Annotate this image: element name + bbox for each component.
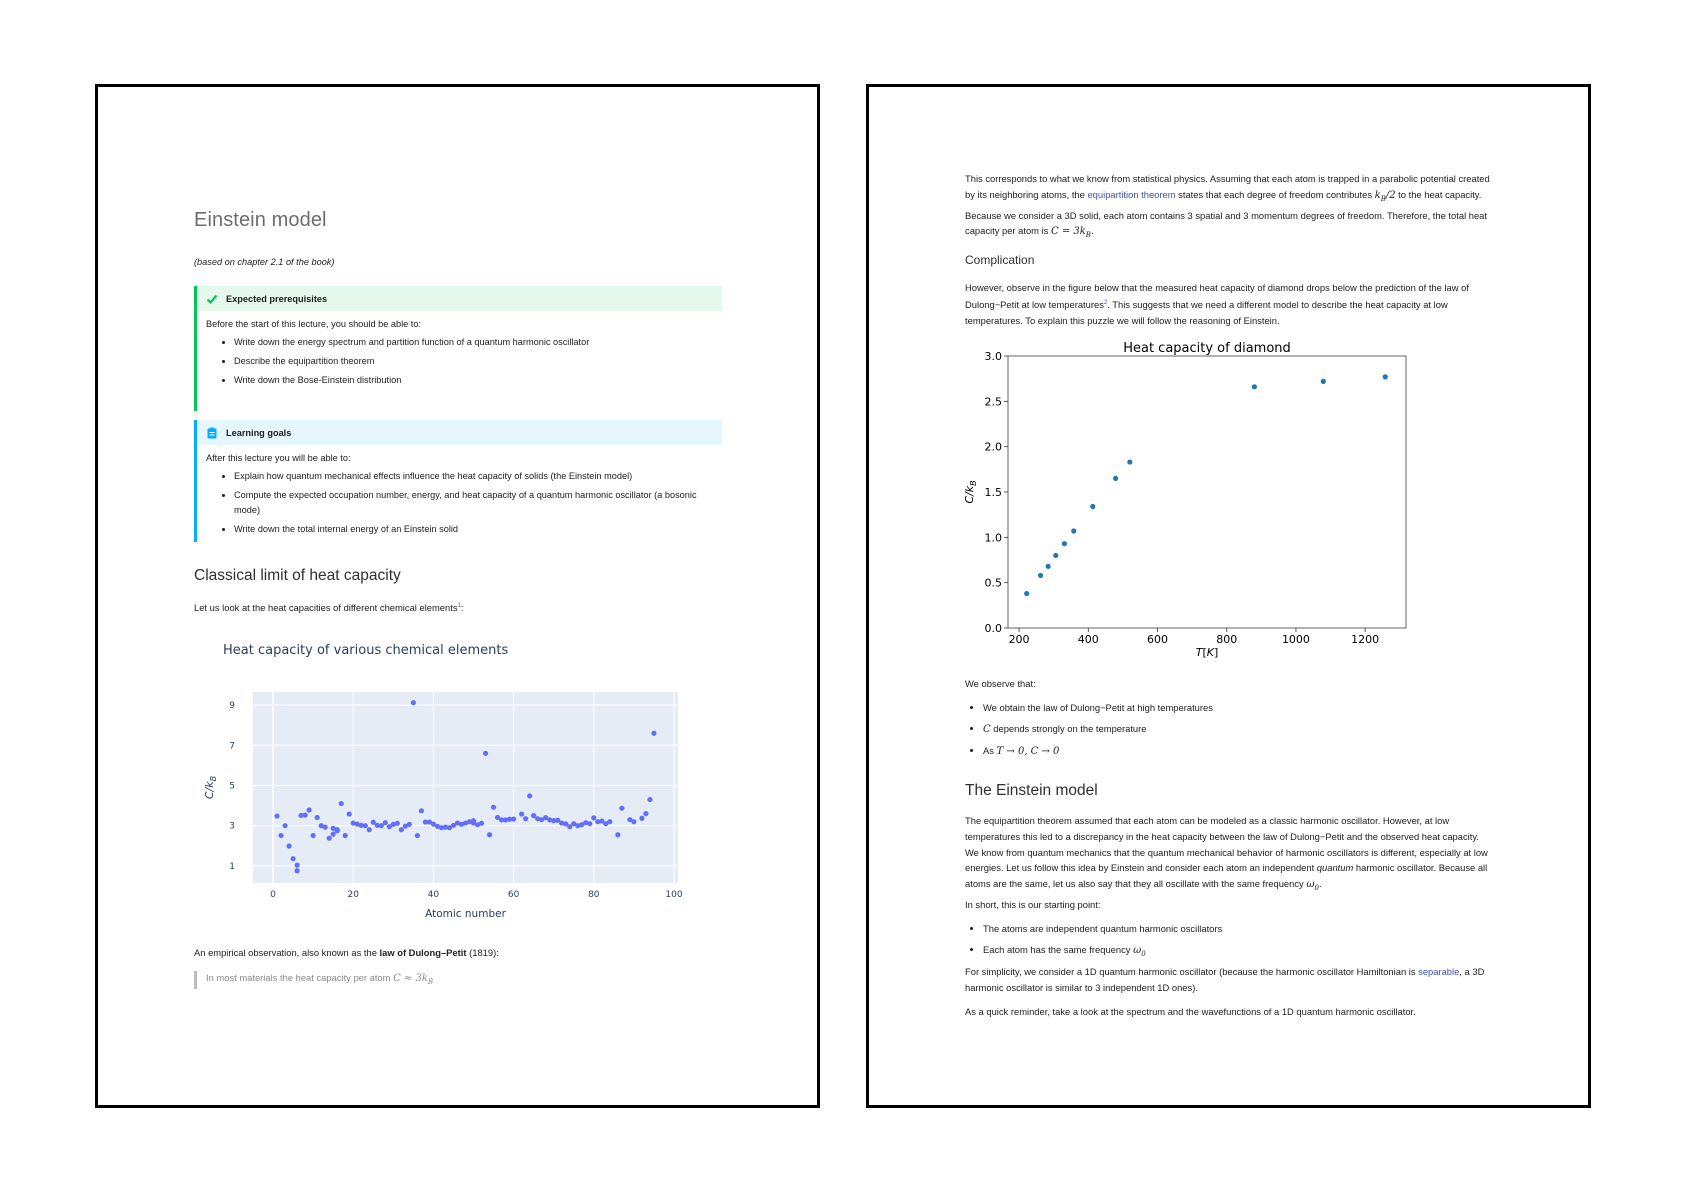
data-point [290, 856, 295, 861]
para-text: In short, this is our starting point: [965, 898, 1101, 910]
data-point [439, 825, 444, 830]
learning-goals-list [206, 469, 722, 537]
data-point [395, 821, 400, 826]
data-point [431, 821, 436, 826]
data-point [1038, 573, 1043, 578]
classical-intro [194, 599, 724, 616]
learning-goals-body [194, 453, 722, 537]
admonition-bar [194, 286, 197, 411]
para-text: . This suggests that we need a different model to describe the heat capacity at low temperatures. To explain this puzzle we will follow the reasoning of Einstein. [965, 298, 1448, 326]
y-tick-label: 2.0 [984, 440, 1002, 454]
data-point [455, 820, 460, 825]
x-tick-label: 200 [1008, 633, 1030, 646]
y-tick-label: 9 [229, 701, 235, 712]
data-point [363, 823, 368, 828]
data-point [423, 819, 428, 824]
data-point [1113, 476, 1118, 481]
data-points [1024, 374, 1388, 596]
separable-link[interactable]: separable [1418, 966, 1460, 977]
data-point [475, 822, 480, 827]
data-point [1071, 528, 1076, 533]
y-axis-label: $C/k_B$ [963, 480, 978, 504]
data-point [347, 811, 352, 816]
x-tick-label: 400 [1077, 633, 1099, 646]
data-point [1252, 384, 1257, 389]
data-point [471, 818, 476, 823]
data-point [1383, 374, 1388, 379]
data-point [487, 832, 492, 837]
data-point [491, 805, 496, 810]
data-point [447, 825, 452, 830]
list-item: • Each atom has the same frequency $\omega_0$ [983, 942, 1495, 963]
simplicity-paragraph [965, 964, 1495, 996]
para-text: to the heat capacity. Because we consider a 3D solid, each atom contains 3 spatial and 3 momentum degrees of freedom. Therefore, the total heat capacity per atom is [965, 188, 1488, 237]
para-text: . [1318, 878, 1322, 890]
subtitle: (based on chapter 2.1 of the book) [194, 257, 335, 267]
data-point [627, 817, 632, 822]
omega-math: $\omega_0$ [1306, 879, 1319, 893]
blockquote [194, 971, 433, 989]
data-point [467, 819, 472, 824]
quote-math: $C \approx 3k_B$ [393, 973, 434, 986]
emphasis: quantum [1316, 862, 1354, 874]
starting-point-list [965, 921, 1495, 963]
para-text: . [1090, 225, 1094, 237]
data-point [479, 821, 484, 826]
observe-intro: We observe that: [965, 678, 1036, 689]
data-point [587, 821, 592, 826]
c-equals-math: $C = 3k_B$ [1050, 226, 1091, 240]
x-tick-label: 600 [1147, 633, 1169, 646]
data-point [547, 817, 552, 822]
complication-paragraph [965, 280, 1495, 329]
data-point [335, 827, 340, 832]
data-point [286, 843, 291, 848]
data-point [519, 811, 524, 816]
data-point [639, 816, 644, 821]
data-point [331, 832, 336, 837]
learning-goals-admonition [194, 420, 722, 542]
reminder-paragraph: As a quick reminder, take a look at the spectrum and the wavefunctions of a 1D quantum harmonic oscillator. [965, 1006, 1416, 1017]
data-point [483, 751, 488, 756]
data-point [551, 818, 556, 823]
plot-frame [1008, 356, 1406, 628]
data-point [335, 828, 340, 833]
y-axis-label: $C/k_B$ [203, 775, 218, 800]
einstein-paragraph [965, 813, 1495, 913]
data-point [443, 825, 448, 830]
data-point [511, 816, 516, 821]
y-tick-label: 3 [229, 821, 235, 832]
list-item: • Explain how quantum mechanical effects influence the heat capacity of solids (the Einstein model) [234, 469, 722, 484]
kb-math: $k_B/2$ [1374, 189, 1396, 203]
list-item: • Write down the total internal energy of an Einstein solid [234, 522, 722, 537]
data-point [303, 812, 308, 817]
list-item: • We obtain the law of Dulong−Petit at high temperatures [983, 700, 1495, 716]
y-tick-label: 0.0 [984, 622, 1002, 635]
data-point [619, 806, 624, 811]
data-point [539, 817, 544, 822]
y-tick-label: 3.0 [984, 350, 1002, 363]
data-point [567, 824, 572, 829]
data-point [299, 813, 304, 818]
data-point [323, 825, 328, 830]
y-tick-label: 1.0 [984, 531, 1002, 545]
data-point [1053, 553, 1058, 558]
x-tick-label: 1000 [1281, 633, 1310, 646]
data-point [399, 827, 404, 832]
data-point [583, 820, 588, 825]
page-right [866, 84, 1591, 1108]
data-point [543, 815, 548, 820]
data-point [359, 823, 364, 828]
empirical-text-end: (1819): [466, 947, 499, 958]
list-item: • Write down the Bose-Einstein distribution [234, 373, 722, 388]
footnote-link[interactable]: 1 [457, 603, 461, 609]
data-point [603, 821, 608, 826]
data-point [579, 822, 584, 827]
data-point [407, 822, 412, 827]
data-point [555, 818, 560, 823]
list-item: • Write down the energy spectrum and partition function of a quantum harmonic oscillator [234, 335, 722, 350]
data-point [1046, 564, 1051, 569]
data-point [307, 807, 312, 812]
data-point [451, 823, 456, 828]
x-tick-label: 60 [507, 890, 520, 900]
admonition-bar [194, 420, 197, 542]
data-point [351, 820, 356, 825]
law-name: law of Dulong–Petit [379, 947, 467, 958]
grid-lines [253, 692, 678, 883]
data-point [471, 820, 476, 825]
data-point [427, 819, 432, 824]
data-point [274, 813, 279, 818]
data-point [507, 817, 512, 822]
list-item: • Describe the equipartition theorem [234, 354, 722, 369]
prerequisites-admonition [194, 286, 722, 411]
footnote-link[interactable]: 2 [1103, 299, 1108, 306]
data-point [459, 822, 464, 827]
data-point [387, 824, 392, 829]
data-point [419, 808, 424, 813]
data-point [319, 823, 324, 828]
classical-intro-end: : [460, 602, 464, 614]
para-text: harmonic oscillator. Because all atoms are the same, let us also say that they all oscillate with the same frequency [965, 862, 1488, 890]
data-point [631, 819, 636, 824]
learning-goals-intro: After this lecture you will be able to: [206, 453, 351, 463]
data-point [295, 863, 300, 868]
data-point [1062, 541, 1067, 546]
data-points [274, 700, 656, 873]
data-point [535, 816, 540, 821]
data-point [339, 801, 344, 806]
data-point [371, 820, 376, 825]
data-point [1090, 504, 1095, 509]
data-point [1127, 459, 1132, 464]
quote-text: In most materials the heat capacity per atom [206, 972, 394, 983]
para-text: However, observe in the figure below that the measured heat capacity of diamond drops below the prediction of the law of Dulong−Petit at low temperatures [965, 282, 1469, 310]
data-point [563, 821, 568, 826]
para-text: The equipartition theorem assumed that each atom can be modeled as a classic harmonic oscillator. However, at low temperatures this led to a discrepancy in the heat capacity between the law of Dulong−Petit and the observed heat capacity. We know from quantum mechanics that the quantum mechanical behavior of harmonic oscillators is different, especially at low energies. Let us follow this idea by Einstein and consider each atom an independent [965, 815, 1488, 874]
observe-list [965, 700, 1495, 759]
plot-area [253, 692, 678, 883]
data-point [435, 824, 440, 829]
x-tick-label: 0 [270, 890, 276, 900]
x-tick-label: 100 [665, 890, 683, 900]
list-item: • The atoms are independent quantum harmonic oscillators [983, 921, 1495, 937]
para-text: states that each degree of freedom contributes [1175, 188, 1375, 200]
list-item: • As T → 0, C → 0 [983, 743, 1495, 760]
y-tick-label: 2.5 [984, 395, 1002, 409]
data-point [295, 868, 300, 873]
data-point [311, 833, 316, 838]
tick-labels [985, 350, 1380, 646]
data-point [527, 793, 532, 798]
chart-title: Heat capacity of various chemical elements [223, 643, 509, 658]
data-point [495, 815, 500, 820]
y-tick-label: 1.5 [984, 486, 1002, 499]
data-point [327, 836, 332, 841]
x-axis-label: T[K] [1195, 646, 1219, 659]
prerequisites-header [194, 286, 722, 311]
data-point [315, 815, 320, 820]
section-heading-complication: Complication [965, 253, 1035, 267]
para-text: This corresponds to what we know from statistical physics. Assuming that each atom is trapped in a parabolic potential created by its neighboring atoms, the [965, 173, 1490, 200]
x-axis-label: Atomic number [425, 908, 506, 920]
data-point [343, 833, 348, 838]
x-tick-label: 1200 [1351, 633, 1380, 646]
list-item: • Compute the expected occupation number, energy, and heat capacity of a quantum harmonic oscillator (a bosonic mode) [234, 488, 722, 518]
x-tick-label: 80 [588, 890, 600, 900]
data-point [331, 826, 336, 831]
data-point [391, 822, 396, 827]
data-point [503, 817, 508, 822]
para-text: , a 3D harmonic oscillator is similar to 3 independent 1D ones). [965, 966, 1485, 993]
list-item: • C depends strongly on the temperature [983, 721, 1495, 738]
prerequisites-body [194, 319, 722, 388]
y-tick-label: 0.5 [984, 576, 1002, 590]
data-point [599, 818, 604, 823]
data-point [615, 832, 620, 837]
data-point [499, 817, 504, 822]
classical-intro-text: Let us look at the heat capacities of different chemical elements [194, 602, 458, 614]
data-point [571, 821, 576, 826]
section-heading-classical: Classical limit of heat capacity [194, 567, 401, 584]
page-left [95, 84, 820, 1108]
x-tick-label: 40 [427, 890, 440, 900]
data-point [591, 815, 596, 820]
empirical-text: An empirical observation, also known as the [194, 947, 380, 958]
check-icon [206, 293, 218, 305]
section-heading-einstein-model: The Einstein model [965, 782, 1098, 799]
data-point [379, 823, 384, 828]
data-point [651, 731, 656, 736]
data-point [607, 819, 612, 824]
statistical-physics-paragraph [965, 171, 1495, 244]
data-point [411, 700, 416, 705]
para-text: For simplicity, we consider a 1D quantum harmonic oscillator (because the harmonic oscillator Hamiltonian is [965, 966, 1419, 977]
prerequisites-list [206, 335, 722, 388]
data-point [575, 823, 580, 828]
x-tick-label: 20 [347, 890, 359, 900]
y-tick-label: 1 [229, 861, 235, 872]
data-point [643, 811, 648, 816]
clipboard-icon [206, 427, 218, 439]
data-point [559, 820, 564, 825]
data-point [383, 820, 388, 825]
y-tick-label: 5 [229, 781, 235, 792]
page-title: Einstein model [194, 209, 327, 231]
chart-title: Heat capacity of diamond [1123, 341, 1291, 356]
data-point [531, 813, 536, 818]
data-point [278, 833, 283, 838]
data-point [355, 821, 360, 826]
tick-labels [229, 701, 683, 900]
data-point [403, 824, 408, 829]
data-point [415, 833, 420, 838]
x-tick-label: 800 [1216, 633, 1238, 646]
y-tick-label: 7 [229, 741, 235, 752]
data-point [282, 823, 287, 828]
data-point [463, 820, 468, 825]
learning-goals-heading: Learning goals [226, 427, 292, 438]
prerequisites-heading: Expected prerequisites [226, 293, 328, 304]
equipartition-theorem-link[interactable]: equipartition theorem [1087, 188, 1176, 200]
data-point [647, 797, 652, 802]
learning-goals-header [194, 420, 722, 445]
prerequisites-intro: Before the start of this lecture, you should be able to: [206, 319, 422, 329]
data-point [375, 823, 380, 828]
data-point [523, 816, 528, 821]
data-point [1024, 591, 1029, 596]
data-point [367, 827, 372, 832]
data-point [1321, 379, 1326, 384]
empirical-paragraph [194, 945, 724, 961]
data-point [595, 819, 600, 824]
